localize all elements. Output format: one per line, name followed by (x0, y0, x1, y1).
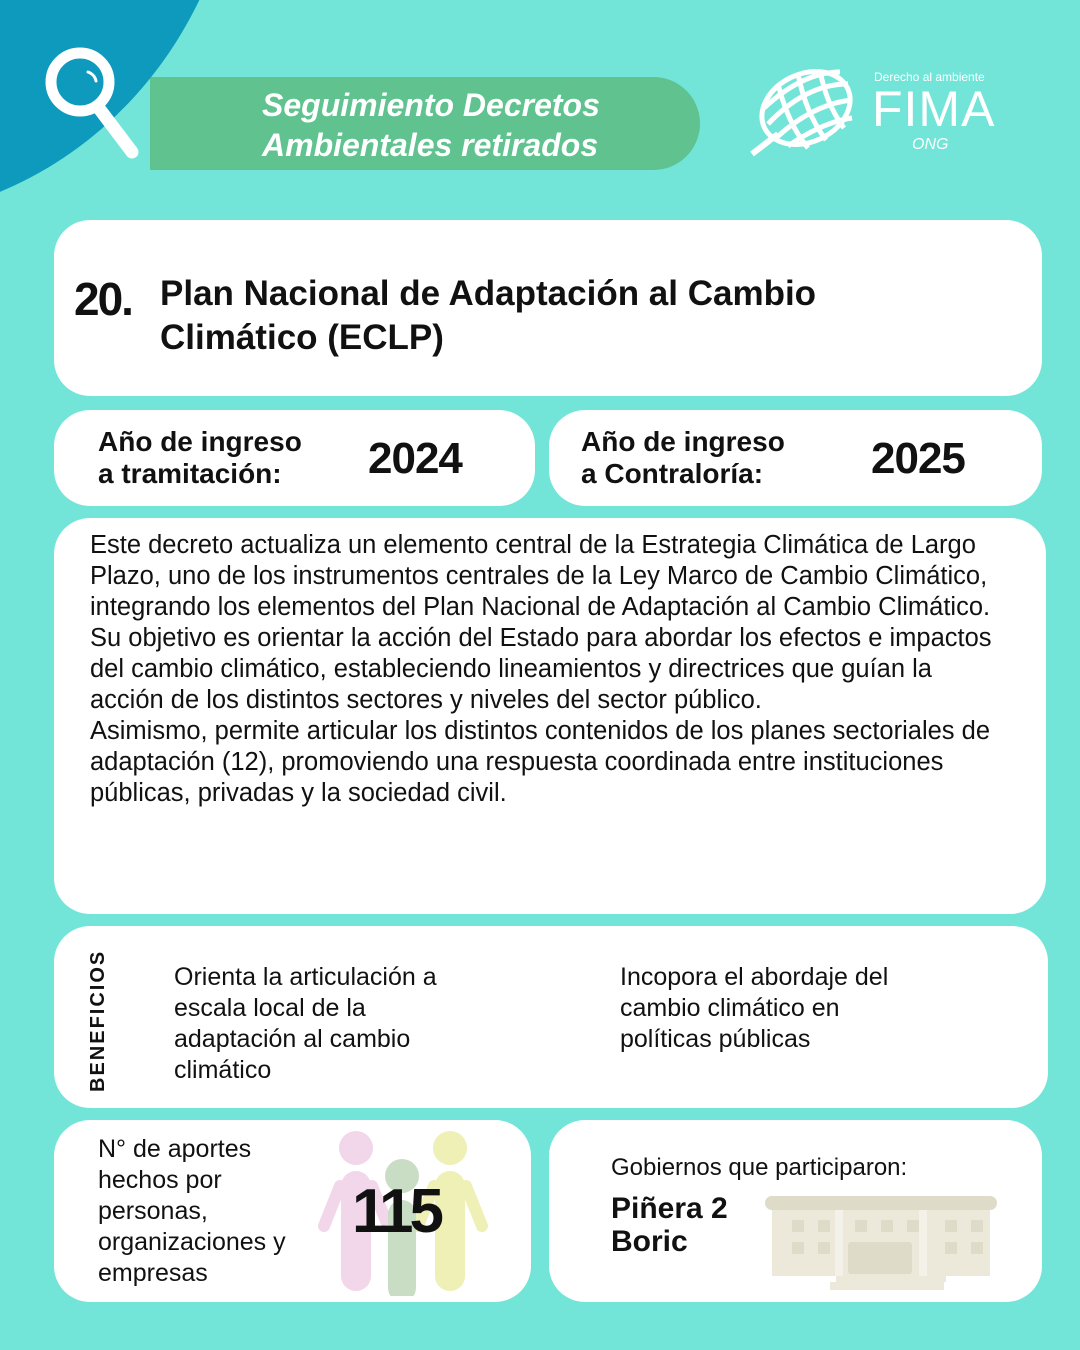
contributions-card (54, 1120, 531, 1302)
building-icon (765, 1196, 999, 1291)
contributions-label: N° de aportes hechos por personas, organizaciones y empresas (98, 1135, 286, 1287)
logo-name: FIMA (872, 81, 996, 137)
year-contraloria-label (581, 426, 785, 490)
header-banner (150, 77, 700, 170)
governments-card (549, 1120, 1042, 1302)
contributions-count: 115 (352, 1177, 441, 1246)
decree-title-line2: Climático (ECLP) (160, 318, 444, 357)
description-paragraph: Este decreto actualiza un elemento central de la Estrategia Climática de Largo Plazo, uno de los instrumentos centrales de la Ley Marco de Cambio Climático, integrando los elementos del Plan Nacional de Adaptación al Cambio Climático. (90, 531, 991, 621)
year-contraloria-card (549, 410, 1042, 506)
logo-subtitle: ONG (912, 136, 949, 153)
year-tramitacion-value: 2024 (368, 434, 462, 483)
search-icon (44, 44, 144, 160)
globe-leaf-icon (748, 64, 860, 158)
decree-title (160, 272, 816, 360)
header-title-line1: Seguimiento Decretos (262, 87, 600, 123)
year-label-line2: a Contraloría: (581, 458, 764, 489)
government-name: Boric (611, 1225, 688, 1258)
benefits-label: BENEFICIOS (87, 949, 109, 1092)
benefits-card (54, 926, 1048, 1108)
year-label-line1: Año de ingreso (581, 426, 785, 457)
description-card (54, 518, 1046, 914)
governments-label: Gobiernos que participaron: (611, 1154, 908, 1181)
fima-logo (748, 62, 1018, 162)
governments-list (611, 1192, 728, 1258)
decree-title-card (54, 220, 1042, 396)
year-tramitacion-card (54, 410, 535, 506)
benefit-item: Incopora el abordaje del cambio climático en políticas públicas (620, 963, 889, 1053)
year-contraloria-value: 2025 (871, 434, 965, 483)
benefit-item: Orienta la articulación a escala local de la adaptación al cambio climático (174, 963, 437, 1084)
year-label-line2: a tramitación: (98, 458, 282, 489)
government-name: Piñera 2 (611, 1192, 728, 1225)
logo-tagline: Derecho al ambiente (874, 70, 985, 84)
description-paragraph: Asimismo, permite articular los distintos contenidos de los planes sectoriales de adaptación (12), promoviendo una respuesta coordinada entre instituciones públicas, privadas y la sociedad civil. (90, 717, 990, 807)
header-title-line2: Ambientales retirados (262, 127, 599, 163)
decree-title-line1: Plan Nacional de Adaptación al Cambio (160, 274, 817, 313)
decree-number: 20. (74, 273, 132, 325)
year-tramitacion-label (98, 426, 302, 490)
description-paragraph: Su objetivo es orientar la acción del Estado para abordar los efectos e impactos del cambio climático, estableciendo lineamientos y directrices que guían la acción de los distintos sectores y niveles del sector público. (90, 624, 992, 714)
year-label-line1: Año de ingreso (98, 426, 302, 457)
